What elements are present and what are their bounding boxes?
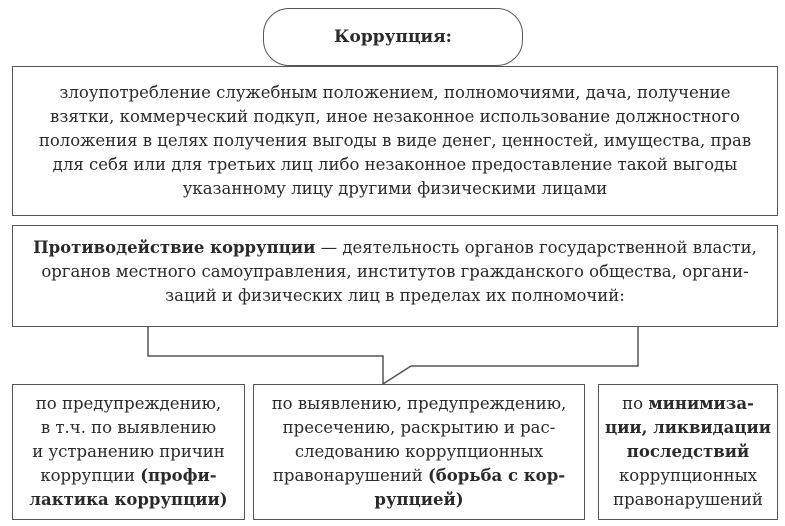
prevention-line: в т.ч. по выявлению	[40, 418, 217, 437]
counteraction-line1-rest: — деятельность органов государственной власти,	[315, 238, 757, 257]
minimization-box	[598, 384, 778, 520]
definition-line: взятки, коммерческий подкуп, иное незаконное использование должностного	[50, 107, 740, 126]
minimization-line: коррупционных	[618, 466, 758, 485]
prevention-line	[29, 464, 227, 488]
combat-line	[272, 464, 567, 488]
minimization-normal: по	[622, 394, 649, 413]
title-text: Коррупция:	[334, 27, 452, 47]
definition-line: указанному лицу другими физическими лицами	[182, 179, 608, 198]
definition-line: злоупотребление служебным положением, полномочиями, дача, получение	[59, 83, 731, 102]
minimization-bold: ции, ликвидации	[605, 418, 771, 437]
prevention-bold: лактика коррупции)	[29, 490, 228, 509]
counteraction-line	[27, 236, 763, 260]
combat-bold: рупцией)	[374, 490, 464, 509]
prevention-line: и устранению причин	[32, 442, 225, 461]
prevention-line: по предупреждению,	[35, 394, 222, 413]
prevention-line	[29, 488, 227, 512]
definition-line: положения в целях получения выгоды в виде денег, ценностей, имущества, прав	[38, 131, 752, 150]
prevention-normal: коррупции	[40, 466, 141, 485]
definition-line: для себя или для третьих лиц либо незаконное предоставление такой выгоды	[52, 155, 738, 174]
counteraction-term: Противодействие коррупции	[33, 238, 316, 257]
minimization-line	[605, 416, 771, 440]
minimization-bold: минимиза-	[648, 394, 754, 413]
minimization-line	[605, 392, 771, 416]
counteraction-line: заций и физических лиц в пределах их полномочий:	[165, 286, 625, 305]
definition-text	[39, 81, 751, 201]
minimization-line: правонарушений	[613, 490, 763, 509]
combat-line: пресечению, раскрытию и рас-	[282, 418, 556, 437]
combat-box	[253, 384, 585, 520]
minimization-text	[605, 392, 771, 512]
combat-normal: правонарушений	[272, 466, 428, 485]
prevention-bold: (профи-	[140, 466, 217, 485]
combat-bold: (борьба с кор-	[427, 466, 566, 485]
arrow-shape	[148, 327, 638, 384]
counteraction-line: органов местного самоуправления, институтов гражданского общества, органи-	[41, 262, 749, 281]
combat-text	[272, 392, 567, 512]
prevention-box	[12, 384, 245, 520]
minimization-bold: последствий	[626, 442, 750, 461]
minimization-line	[605, 440, 771, 464]
prevention-text	[29, 392, 227, 512]
counteraction-box	[12, 225, 778, 327]
definition-box	[12, 66, 778, 216]
combat-line	[272, 488, 567, 512]
title-box	[263, 8, 523, 66]
combat-line: по выявлению, предупреждению,	[271, 394, 567, 413]
combat-line: следованию коррупционных	[294, 442, 544, 461]
